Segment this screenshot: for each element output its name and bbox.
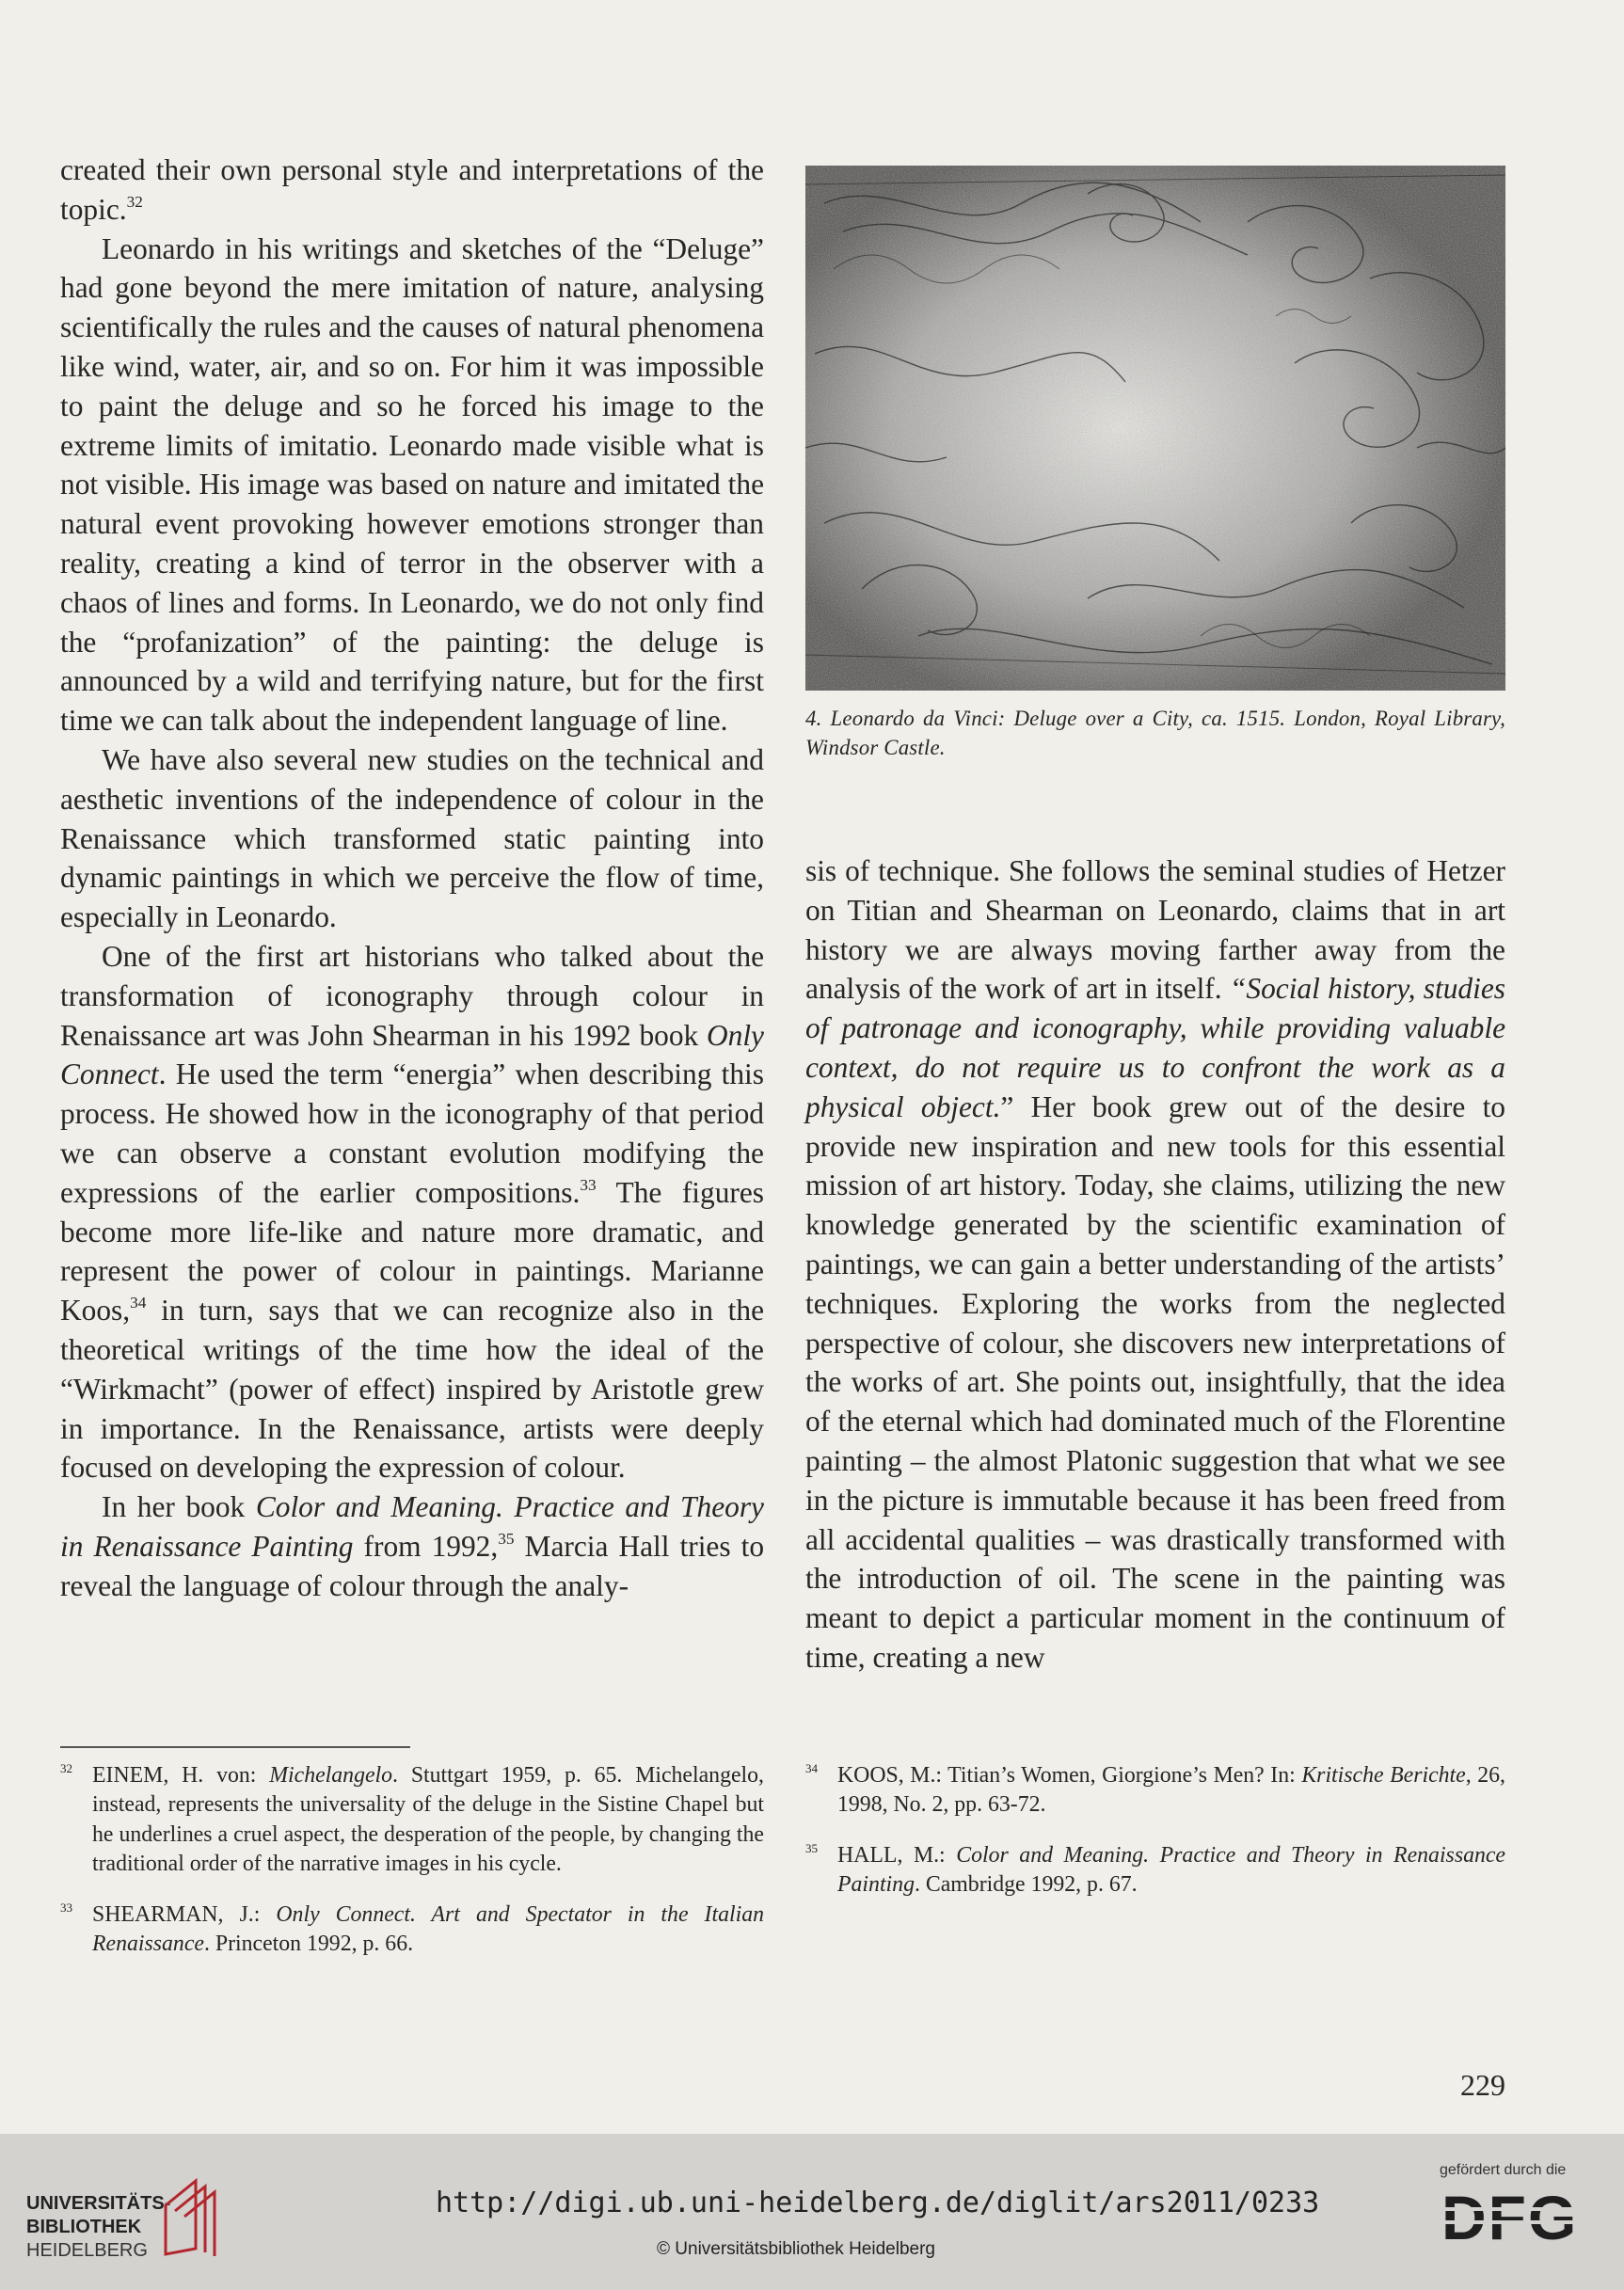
copyright-notice: © Universitätsbibliothek Heidelberg — [657, 2239, 935, 2259]
book-title: Color and Meaning. Practice and Theory in Renaissance Painting — [60, 1490, 764, 1563]
library-logo-icon — [160, 2173, 220, 2265]
footnote-32: $^{32}$ EINEM, H. von: Michelangelo. Stuttgart 1959, p. 65. Michelangelo, instead, represents the universality of the deluge in the Sistine Chapel but he underlines a cruel aspect, the desperation of the people, by changing the traditional order of the narrative images in his cycle. — [60, 1761, 764, 1877]
paragraph: One of the first art historians who talked about the transformation of iconography through colour in Renaissance art was John Shearman in his 1992 book Only Connect. He used the term “energia” when describing this process. He showed how in the iconography of that period we can observe a constant evolution modifying the expressions of the earlier compositions.$^{33}$ The figures become more life-like and nature more dramatic, and represent the power of colour in paintings. Marianne Koos,$^{34}$ in turn, says that we can recognize also in the theoretical writings of the time how the ideal of the “Wirkmacht” (power of effect) inspired by Aristotle grew in importance. In the Renaissance, artists were deeply focused on developing the expression of colour. — [60, 939, 764, 1485]
footnote-33: $^{33}$ SHEARMAN, J.: Only Connect. Art and Spectator in the Italian Renaissance. Princeton 1992, p. 66. — [60, 1900, 764, 1957]
footnotes-left — [60, 1761, 764, 1980]
left-column — [60, 151, 764, 1605]
deluge-drawing-image — [805, 166, 1505, 691]
footnote-35: $^{35}$ HALL, M.: Color and Meaning. Practice and Theory in Renaissance Painting. Cambridge 1992, p. 67. — [805, 1841, 1505, 1898]
right-column — [805, 851, 1505, 1678]
book-title: Only Connect — [60, 1018, 764, 1091]
funding-label: gefördert durch die — [1440, 2162, 1567, 2178]
svg-text:DFG: DFG — [1441, 2188, 1579, 2249]
paragraph: We have also several new studies on the technical and aesthetic inventions of the independence of colour in the Renaissance which transformed static painting into dynamic paintings in which we perceive the flow of time, especially in Leonardo. — [60, 742, 764, 934]
digitization-footer — [0, 2134, 1624, 2290]
footnote-34: $^{34}$ KOOS, M.: Titian’s Women, Giorgione’s Men? In: Kritische Berichte, 26, 1998, No. 2, pp. 63-72. — [805, 1761, 1505, 1818]
dfg-logo — [1441, 2188, 1596, 2253]
figure-caption: 4. Leonardo da Vinci: Deluge over a City, ca. 1515. London, Royal Library, Windsor Castle. — [805, 707, 1505, 759]
paragraph: sis of technique. She follows the seminal studies of Hetzer on Titian and Shearman on Leonardo, claims that in art history we are always moving farther away from the analysis of the work of art in itself. “Social history, studies of patronage and iconography, while providing valuable context, do not require us to confront the work as a physical object.” Her book grew out of the desire to provide new inspiration and new tools for this essential mission of art history. Today, she claims, utilizing the new knowledge generated by the scientific examination of paintings, we can gain a better understanding of the artists’ techniques. Exploring the works from the neglected perspective of colour, she discovers new interpretations of the works of art. She points out, insightfully, that the idea of the eternal which had dominated much of the Florentine painting – the almost Platonic suggestion that what we see in the picture is immutable because it has been freed from all accidental qualities – was drastically transformed with the introduction of oil. The scene in the painting was meant to depict a particular moment in the continuum of time, creating a new — [805, 854, 1505, 1674]
page-number: 229 — [1460, 2068, 1505, 2102]
library-logo-text[interactable]: UNIVERSITÄTS- BIBLIOTHEK HEIDELBERG — [26, 2193, 171, 2261]
footnote-ref[interactable]: 33 — [580, 1175, 597, 1194]
paragraph: In her book Color and Meaning. Practice and Theory in Renaissance Painting from 1992,35 Marcia Hall tries to reveal the language of colour through the analy- — [60, 1490, 765, 1602]
footnote-ref[interactable]: 34 — [130, 1294, 147, 1312]
paragraph: created their own personal style and interpretations of the topic.$^{32}$ — [60, 153, 764, 226]
footnote-ref[interactable]: 35 — [498, 1529, 515, 1548]
permalink-url[interactable]: http://digi.ub.uni-heidelberg.de/diglit/ars2011/0233 — [436, 2187, 1320, 2219]
footnote-ref[interactable]: 32 — [126, 192, 143, 211]
paragraph: Leonardo in his writings and sketches of the “Deluge” had gone beyond the mere imitation of nature, analysing scientifically the rules and the causes of natural phenomena like wind, water, air, and so on. For him it was impossible to paint the deluge and so he forced his image to the extreme limits of imitatio. Leonardo made visible what is not visible. His image was based on nature and imitated the natural event provoking however emotions stronger than reality, creating a kind of terror in the observer with a chaos of lines and forms. In Leonardo, we do not only find the “profanization” of the painting: the deluge is announced by a wild and terrifying nature, but for the first time we can talk about the independent language of line. — [60, 231, 764, 738]
quotation: “Social history, studies of patronage and iconography, while providing valuable context, do not require us to confront the work as a physical object. — [805, 972, 1505, 1123]
footnotes-right — [805, 1761, 1505, 1921]
footnote-rule — [60, 1746, 410, 1748]
